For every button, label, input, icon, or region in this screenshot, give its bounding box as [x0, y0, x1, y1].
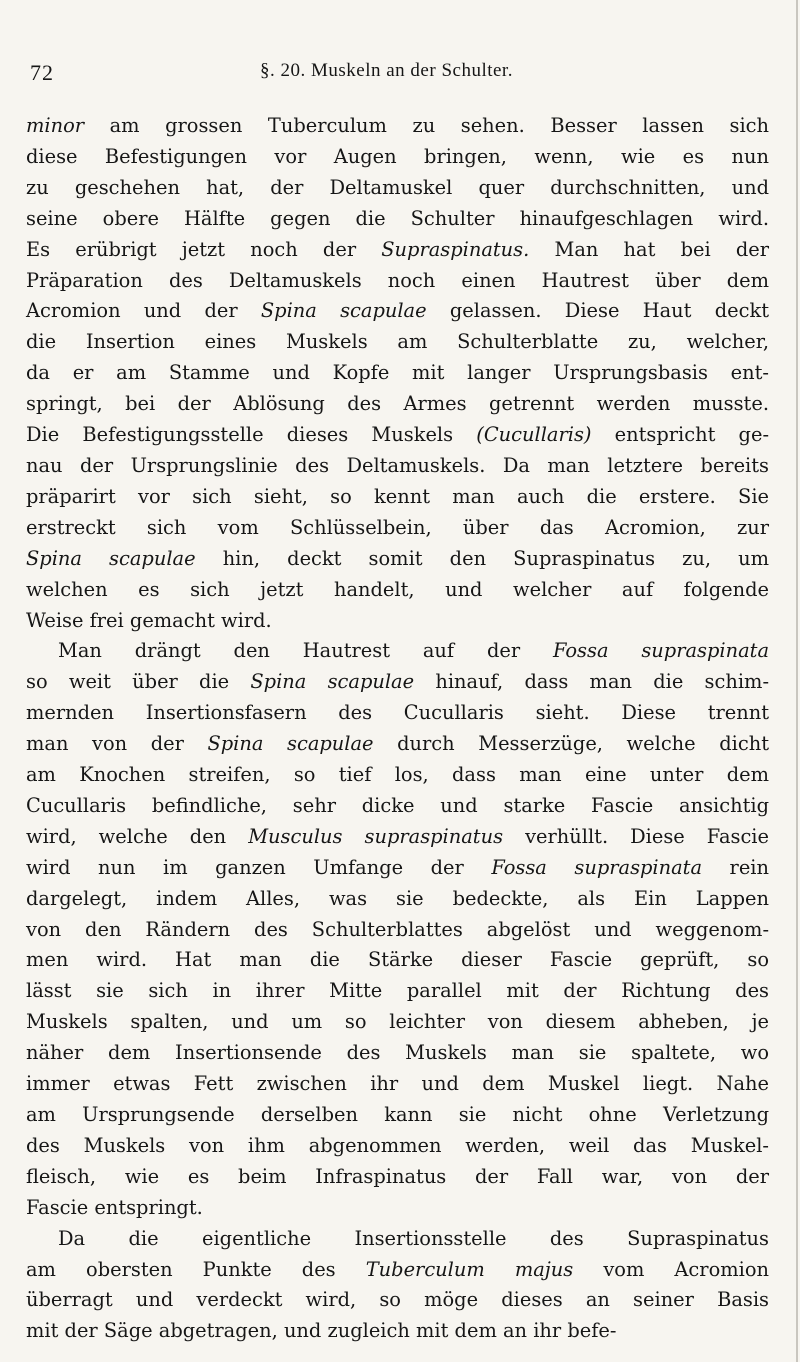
text-run: diese Befestigungen vor Augen bringen, wenn, wie es nun	[26, 144, 769, 168]
text-line	[26, 296, 769, 327]
text-run: welchen es sich jetzt handelt, und welcher auf folgende	[26, 577, 769, 601]
italic-term: minor	[26, 114, 85, 137]
text-run: hin, deckt somit den Supraspinatus zu, um	[195, 546, 770, 570]
italic-term: Spina scapulae	[250, 670, 415, 694]
text-run: des Muskels von ihm abgenommen werden, weil das Muskel-	[26, 1133, 769, 1157]
text-run: verhüllt. Diese Fascie	[503, 824, 769, 848]
text-run: springt, bei der Ablösung des Armes getrennt werden musste.	[26, 392, 769, 416]
text-run: wird, welche den	[26, 824, 249, 848]
text-run: Cucullaris befindliche, sehr dicke und starke Fascie ansichtig	[26, 793, 769, 817]
text-line	[26, 173, 769, 204]
text-run: vom Acromion	[573, 1257, 769, 1281]
text-run: gelassen. Diese Haut deckt	[426, 299, 769, 323]
text-run: man von der	[26, 732, 208, 756]
text-line	[26, 976, 769, 1007]
page-header	[30, 60, 770, 90]
italic-term: (Cucullaris)	[476, 423, 592, 447]
text-run: am obersten Punkte des	[26, 1257, 366, 1281]
paragraph	[26, 636, 769, 1223]
text-line	[26, 667, 769, 698]
text-line	[26, 575, 769, 606]
page-number: 72	[30, 60, 54, 85]
text-run: seine obere Hälfte gegen die Schulter hinaufgeschlagen wird.	[26, 206, 769, 230]
text-line	[26, 327, 769, 358]
italic-term: Musculus supraspinatus	[248, 824, 504, 848]
page-edge-line	[796, 0, 798, 1362]
italic-term: Tuberculum majus	[365, 1257, 574, 1281]
italic-term: Spina scapulae	[26, 546, 196, 570]
text-run: nau der Ursprungslinie des Deltamuskels. Da man letztere bereits	[26, 453, 769, 477]
text-run: erstreckt sich vom Schlüsselbein, über das Acromion, zur	[26, 515, 769, 539]
text-line	[26, 513, 769, 544]
text-run: die Insertion eines Muskels am Schulterblatte zu, welcher,	[26, 330, 769, 354]
text-line	[26, 1285, 769, 1316]
text-line	[26, 1316, 769, 1347]
text-line	[26, 111, 769, 142]
text-run: immer etwas Fett zwischen ihr und dem Muskel liegt. Nahe	[26, 1072, 769, 1096]
text-run: fleisch, wie es beim Infraspinatus der Fall war, von der	[26, 1164, 769, 1188]
text-line	[26, 544, 769, 575]
text-run: zu geschehen hat, der Deltamuskel quer durchschnitten, und	[26, 175, 769, 199]
text-run: überragt und verdeckt wird, so möge dieses an seiner Basis	[26, 1288, 769, 1312]
text-run: präparirt vor sich sieht, so kennt man auch die erstere. Sie	[26, 484, 769, 508]
paragraph	[26, 1224, 769, 1348]
text-run: entspricht ge-	[591, 423, 769, 447]
text-line	[26, 1069, 769, 1100]
text-line	[26, 853, 769, 884]
text-line	[26, 915, 769, 946]
text-run: am Ursprungsende derselben kann sie nicht ohne Verletzung	[26, 1103, 769, 1126]
text-run: dargelegt, indem Alles, was sie bedeckte, als Ein Lappen	[26, 886, 769, 910]
text-run: Es erübrigt jetzt noch der	[26, 237, 382, 261]
text-line	[26, 1007, 769, 1038]
text-line	[26, 1255, 769, 1286]
text-line	[26, 1100, 769, 1131]
text-run: durch Messerzüge, welche dicht	[373, 732, 769, 756]
text-run: rein	[702, 855, 769, 879]
body-text	[26, 111, 769, 1347]
text-run: mernden Insertionsfasern des Cucullaris sieht. Diese trennt	[26, 701, 769, 725]
text-line	[26, 822, 769, 853]
text-run: hinauf, dass man die schim-	[414, 670, 769, 694]
text-run: lässt sie sich in ihrer Mitte parallel mit der Richtung des	[26, 979, 769, 1003]
text-run: Acromion und der	[26, 299, 261, 323]
paragraph	[26, 111, 769, 636]
text-line	[26, 636, 769, 667]
text-line	[26, 698, 769, 729]
text-run: von den Rändern des Schulterblattes abgelöst und weggenom-	[26, 917, 769, 941]
text-run: näher dem Insertionsende des Muskels man sie spaltete, wo	[26, 1041, 769, 1065]
text-line	[26, 1162, 769, 1193]
italic-term: Supraspinatus.	[381, 237, 530, 261]
italic-term: Fossa supraspinata	[552, 639, 770, 663]
text-line	[26, 945, 769, 976]
text-line	[26, 358, 769, 389]
text-line	[26, 389, 769, 420]
text-run: men wird. Hat man die Stärke dieser Fascie geprüft, so	[26, 948, 769, 972]
text-run: Man drängt den Hautrest auf der	[58, 639, 553, 663]
text-line	[26, 884, 769, 915]
text-run: Fascie entspringt.	[26, 1195, 203, 1219]
text-run: am grossen Tuberculum zu sehen. Besser lassen sich	[84, 114, 769, 137]
text-line	[26, 142, 769, 173]
text-run: Die Befestigungsstelle dieses Muskels	[26, 423, 477, 447]
text-run: da er am Stamme und Kopfe mit langer Ursprungsbasis ent-	[26, 361, 769, 385]
italic-term: Spina scapulae	[260, 299, 427, 323]
running-head: §. 20. Muskeln an der Schulter.	[260, 60, 513, 81]
text-line	[26, 1131, 769, 1162]
text-line	[26, 1224, 769, 1255]
text-run: so weit über die	[26, 670, 251, 694]
text-run: Muskels spalten, und um so leichter von diesem abheben, je	[26, 1010, 769, 1034]
text-line	[26, 235, 769, 266]
text-line	[26, 266, 769, 297]
italic-term: Spina scapulae	[207, 732, 374, 756]
text-line	[26, 204, 769, 235]
italic-term: Fossa supraspinata	[491, 855, 703, 879]
text-run: Man hat bei der	[529, 237, 769, 261]
text-run: Da die eigentliche Insertionsstelle des Supraspinatus	[58, 1226, 769, 1250]
text-run: am Knochen streifen, so tief los, dass man eine unter dem	[26, 763, 769, 787]
text-run: wird nun im ganzen Umfange der	[26, 855, 492, 879]
text-line	[26, 606, 769, 637]
text-line	[26, 1038, 769, 1069]
text-line	[26, 791, 769, 822]
text-line	[26, 420, 769, 451]
text-line	[26, 1193, 769, 1224]
text-run: mit der Säge abgetragen, und zugleich mit dem an ihr befe-	[26, 1319, 617, 1343]
text-line	[26, 451, 769, 482]
text-line	[26, 760, 769, 791]
text-line	[26, 482, 769, 513]
text-line	[26, 729, 769, 760]
text-run: Präparation des Deltamuskels noch einen Hautrest über dem	[26, 268, 769, 292]
text-run: Weise frei gemacht wird.	[26, 608, 272, 632]
